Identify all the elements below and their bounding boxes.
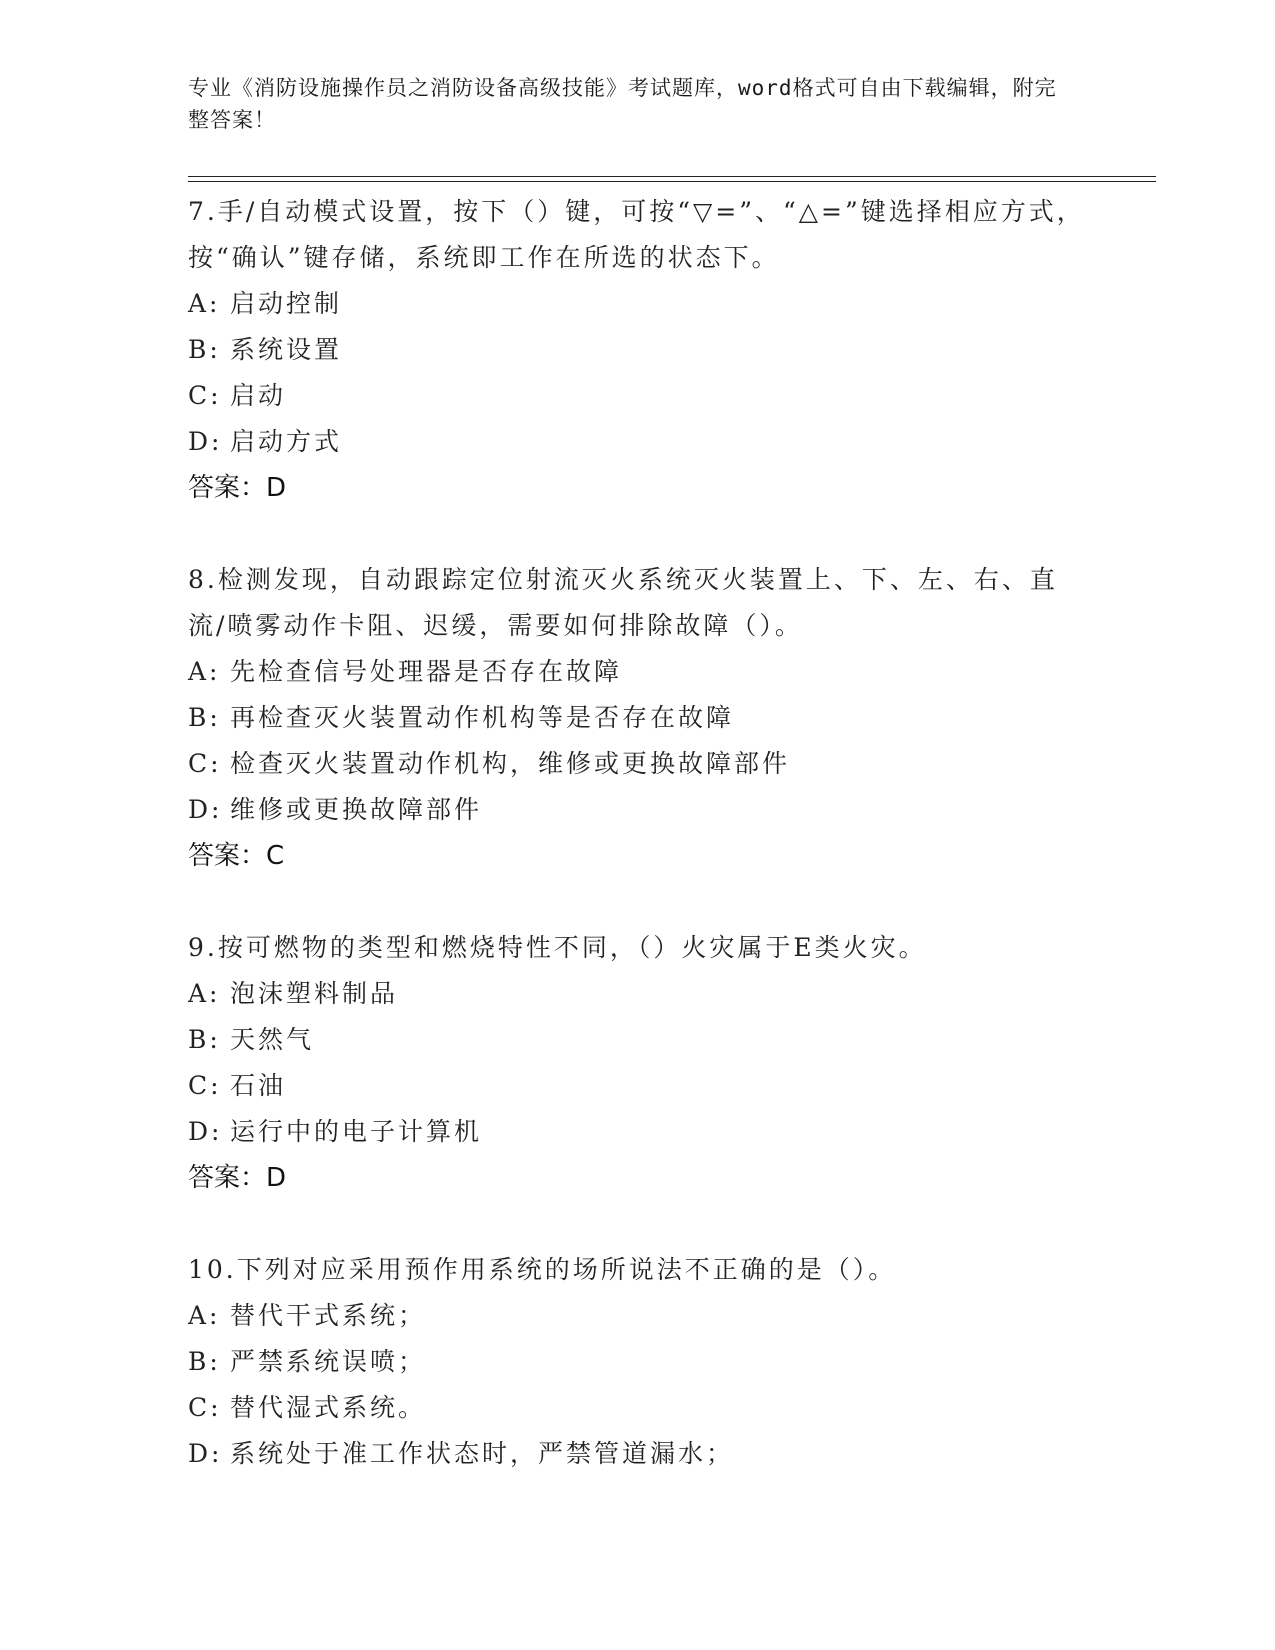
option-c (188, 373, 1088, 419)
question-text: 9.按可燃物的类型和燃烧特性不同，（）火灾属于E类火灾。 (188, 933, 927, 962)
option-a (188, 1293, 1088, 1339)
question-9 (188, 925, 1088, 1201)
question-list (188, 189, 1088, 1523)
question-7 (188, 189, 1088, 511)
option-key: C: (188, 749, 222, 778)
option-text: 替代湿式系统。 (230, 1393, 427, 1422)
option-text: 启动 (230, 381, 287, 410)
header-rule-top (188, 176, 1156, 177)
option-key: D: (188, 427, 223, 456)
option-text: 替代干式系统； (230, 1301, 427, 1330)
option-c (188, 1063, 1088, 1109)
question-text: 8.检测发现，自动跟踪定位射流灭火系统灭火装置上、下、左、右、直流/喷雾动作卡阻、迟缓，需要如何排除故障（）。 (188, 565, 1058, 640)
answer-line: 答案：D (188, 1163, 287, 1193)
option-c (188, 741, 1088, 787)
option-key: A: (188, 289, 221, 318)
option-a (188, 971, 1088, 1017)
option-text: 再检查灭火装置动作机构等是否存在故障 (230, 703, 735, 732)
option-d (188, 787, 1088, 833)
option-key: C: (188, 1071, 222, 1100)
option-text: 启动控制 (230, 289, 343, 318)
option-text: 启动方式 (230, 427, 343, 456)
option-text: 维修或更换故障部件 (230, 795, 483, 824)
option-key: B: (188, 703, 221, 732)
option-key: C: (188, 381, 222, 410)
option-d (188, 1109, 1088, 1155)
option-key: A: (188, 657, 221, 686)
option-key: D: (188, 795, 223, 824)
header-note: 专业《消防设施操作员之消防设备高级技能》考试题库，word格式可自由下载编辑，附完整答案！ (188, 76, 1057, 132)
option-d (188, 1431, 1088, 1477)
option-c (188, 1385, 1088, 1431)
option-b (188, 1339, 1088, 1385)
question-8 (188, 557, 1088, 879)
option-text: 先检查信号处理器是否存在故障 (230, 657, 623, 686)
option-text: 严禁系统误喷； (230, 1347, 427, 1376)
option-text: 系统处于准工作状态时，严禁管道漏水； (230, 1439, 735, 1468)
option-key: A: (188, 979, 221, 1008)
option-text: 运行中的电子计算机 (230, 1117, 483, 1146)
option-key: B: (188, 335, 221, 364)
option-key: B: (188, 1025, 221, 1054)
question-text: 10.下列对应采用预作用系统的场所说法不正确的是（）。 (188, 1255, 897, 1284)
option-d (188, 419, 1088, 465)
header-rule-bottom (188, 181, 1156, 182)
question-text: 7.手/自动模式设置，按下（）键，可按“▽=”、“△=”键选择相应方式，按“确认”键存储，系统即工作在所选的状态下。 (188, 197, 1085, 272)
option-a (188, 281, 1088, 327)
option-b (188, 1017, 1088, 1063)
option-key: A: (188, 1301, 221, 1330)
option-key: B: (188, 1347, 221, 1376)
option-text: 天然气 (230, 1025, 315, 1054)
option-text: 石油 (230, 1071, 287, 1100)
option-b (188, 695, 1088, 741)
option-text: 系统设置 (230, 335, 343, 364)
option-key: C: (188, 1393, 222, 1422)
option-key: D: (188, 1439, 223, 1468)
option-a (188, 649, 1088, 695)
option-text: 泡沫塑料制品 (230, 979, 399, 1008)
option-key: D: (188, 1117, 223, 1146)
answer-line: 答案：C (188, 841, 285, 871)
option-b (188, 327, 1088, 373)
option-text: 检查灭火装置动作机构，维修或更换故障部件 (230, 749, 791, 778)
answer-line: 答案：D (188, 473, 287, 503)
question-10 (188, 1247, 1088, 1477)
